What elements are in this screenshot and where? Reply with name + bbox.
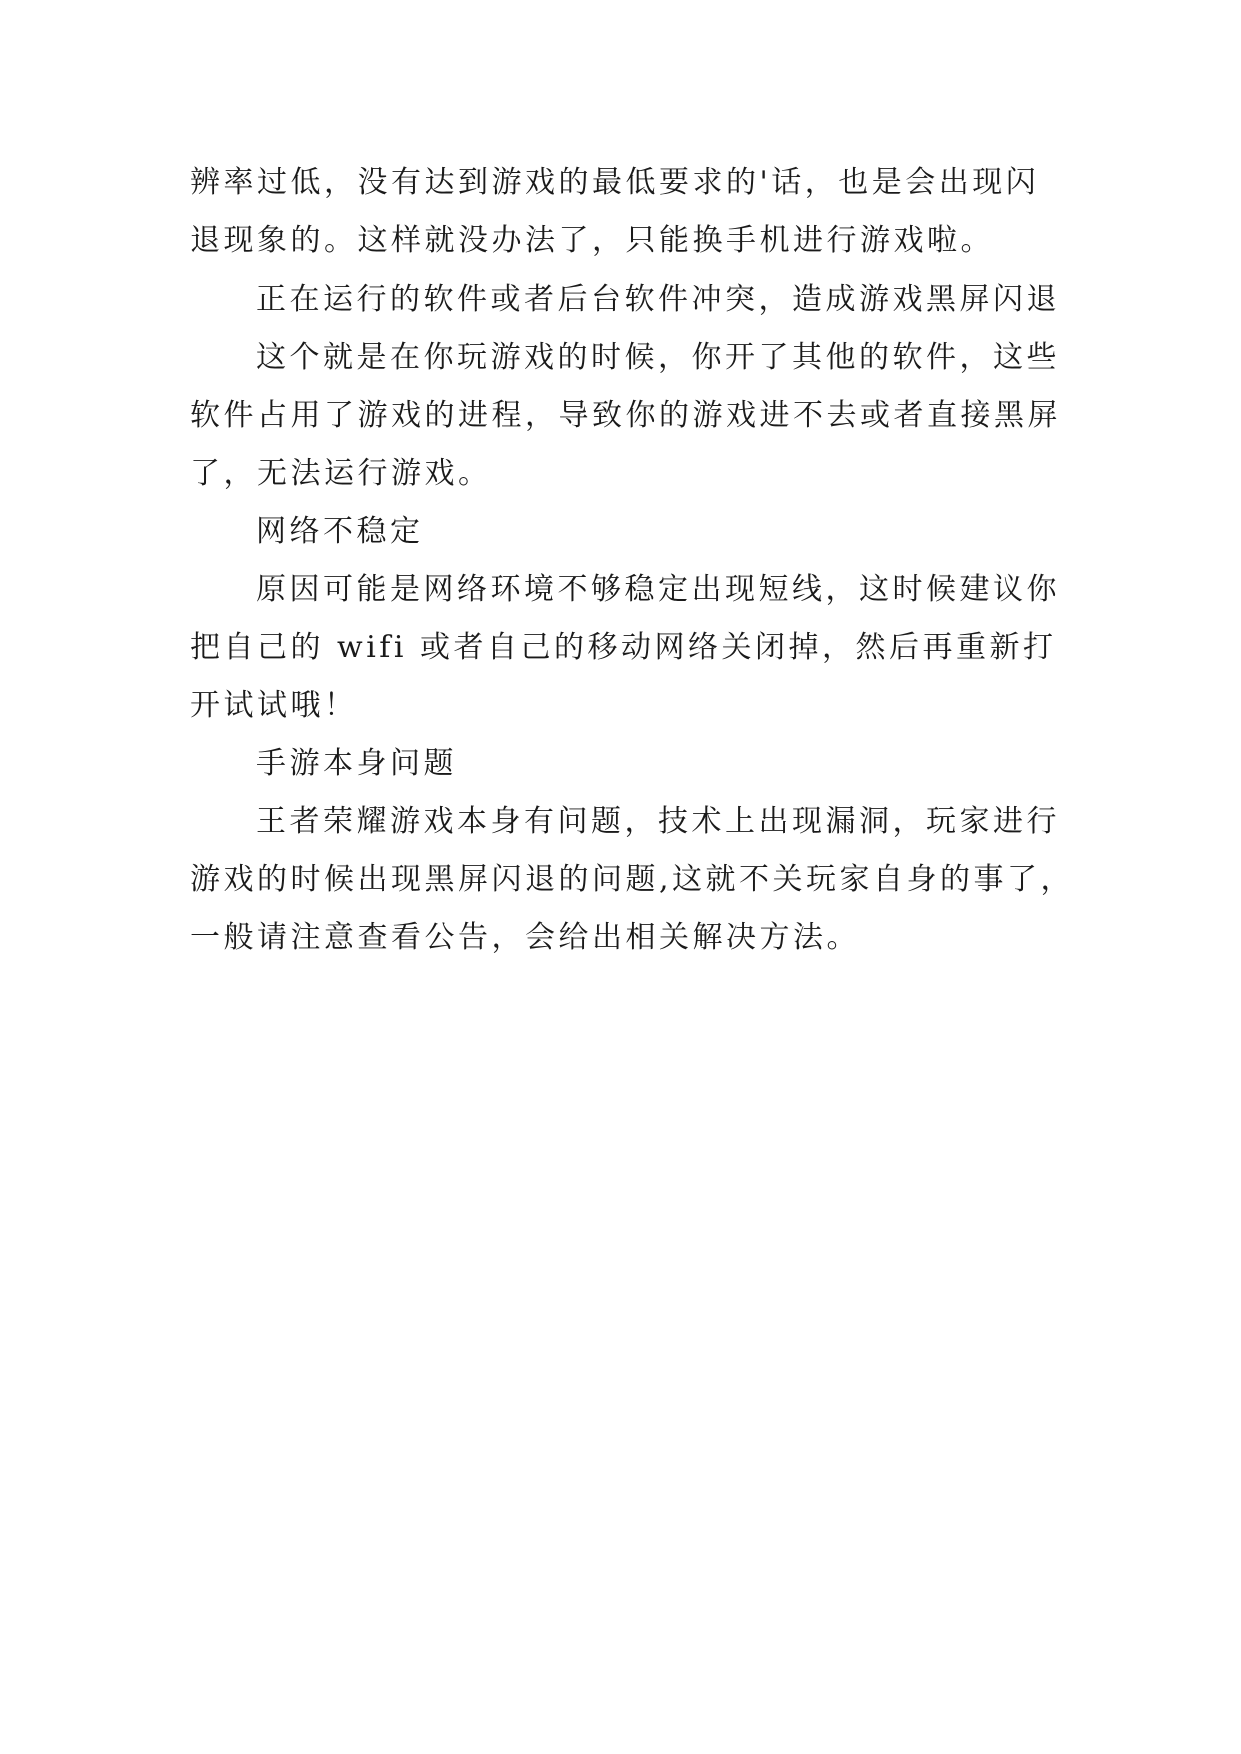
section-heading-network: 网络不稳定 <box>256 514 424 549</box>
text-line-6: 了，无法运行游戏。 <box>190 456 492 491</box>
text-line-9: 把自己的 wifi 或者自己的移动网络关闭掉，然后再重新打 <box>190 630 1057 665</box>
text-line-8: 原因可能是网络环境不够稳定出现短线，这时候建议你 <box>256 572 1060 607</box>
text-line-5: 软件占用了游戏的进程，导致你的游戏进不去或者直接黑屏 <box>190 398 1061 433</box>
text-line-2: 退现象的。这样就没办法了，只能换手机进行游戏啦。 <box>190 223 994 258</box>
text-line-1: 辨率过低，没有达到游戏的最低要求的'话，也是会出现闪 <box>190 165 1040 200</box>
text-line-10: 开试试哦！ <box>190 688 358 723</box>
text-line-4: 这个就是在你玩游戏的时候，你开了其他的软件，这些 <box>256 340 1060 375</box>
text-line-13: 游戏的时候出现黑屏闪退的问题,这就不关玩家自身的事了， <box>190 862 1075 897</box>
text-line-12: 王者荣耀游戏本身有问题，技术上出现漏洞，玩家进行 <box>256 804 1060 839</box>
section-heading-software-conflict: 正在运行的软件或者后台软件冲突，造成游戏黑屏闪退 <box>256 282 1060 317</box>
section-heading-game-issue: 手游本身问题 <box>256 746 457 781</box>
text-line-14: 一般请注意查看公告，会给出相关解决方法。 <box>190 920 860 955</box>
